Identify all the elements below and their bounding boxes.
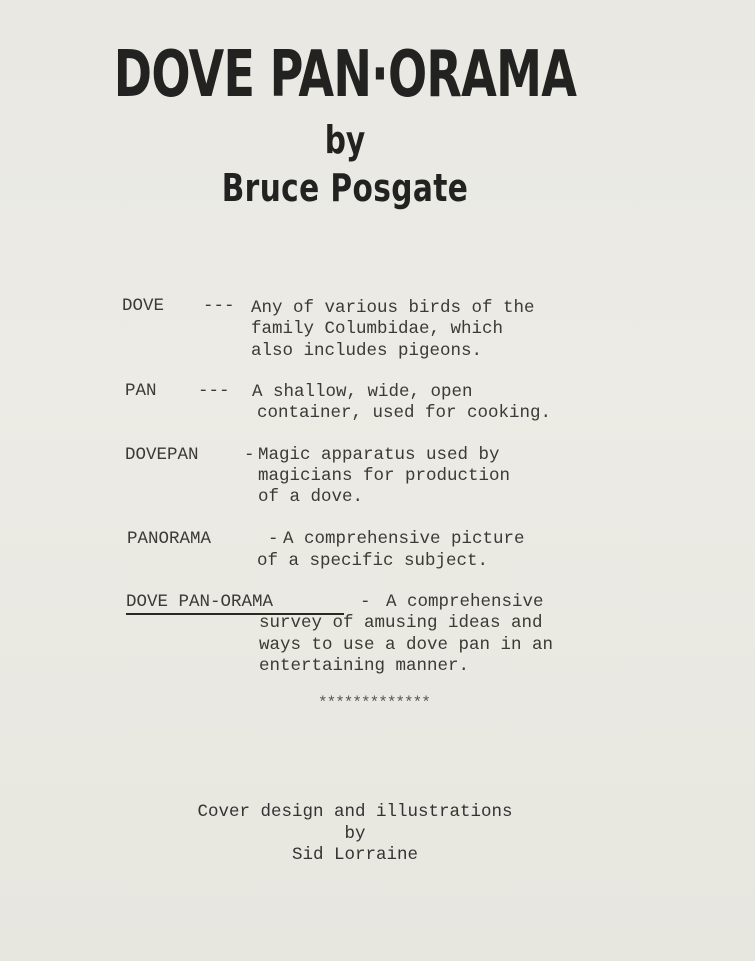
definition-dash-dove: --- [203,296,235,316]
credit-line-2: by [344,824,366,844]
definition-text-dove-pan-orama-4: entertaining manner. [259,656,470,676]
definition-text-dove-1: Any of various birds of the [251,298,535,318]
definition-dash-dovepan: - [244,445,255,465]
definition-text-dove-2: family Columbidae, which [251,319,504,339]
author-name: Bruce Posgate [221,166,469,210]
by-line: by [324,118,366,162]
definition-text-dovepan-3: of a dove. [258,487,364,507]
definition-term-dove-pan-orama: DOVE PAN-ORAMA [126,592,274,612]
definition-term-panorama: PANORAMA [127,529,212,549]
definition-text-dovepan-1: Magic apparatus used by [258,445,500,465]
credit-illustrator: Sid Lorraine [291,845,419,865]
definition-text-dove-pan-orama-3: ways to use a dove pan in an [259,635,554,655]
definition-term-dove: DOVE [122,296,165,316]
definition-text-dovepan-2: magicians for production [258,466,511,486]
definition-dash-dove-pan-orama: - [360,592,371,612]
definition-text-panorama-1: A comprehensive picture [283,529,525,549]
book-title: DOVE PAN·ORAMA [113,38,577,112]
definition-text-dove-pan-orama-1: A comprehensive [386,592,544,612]
definition-term-pan: PAN [125,381,157,401]
definition-dash-pan: --- [198,381,230,401]
definition-text-panorama-2: of a specific subject. [257,551,489,571]
definition-term-dovepan: DOVEPAN [125,445,199,465]
credit-line-1: Cover design and illustrations [197,802,513,822]
definition-text-dove-3: also includes pigeons. [251,341,483,361]
definition-dash-panorama: - [268,529,279,549]
definition-text-pan-1: A shallow, wide, open [252,382,473,402]
separator-asterisks: ************* [318,694,430,712]
definition-text-dove-pan-orama-2: survey of amusing ideas and [259,613,543,633]
definition-text-pan-2: container, used for cooking. [257,403,552,423]
